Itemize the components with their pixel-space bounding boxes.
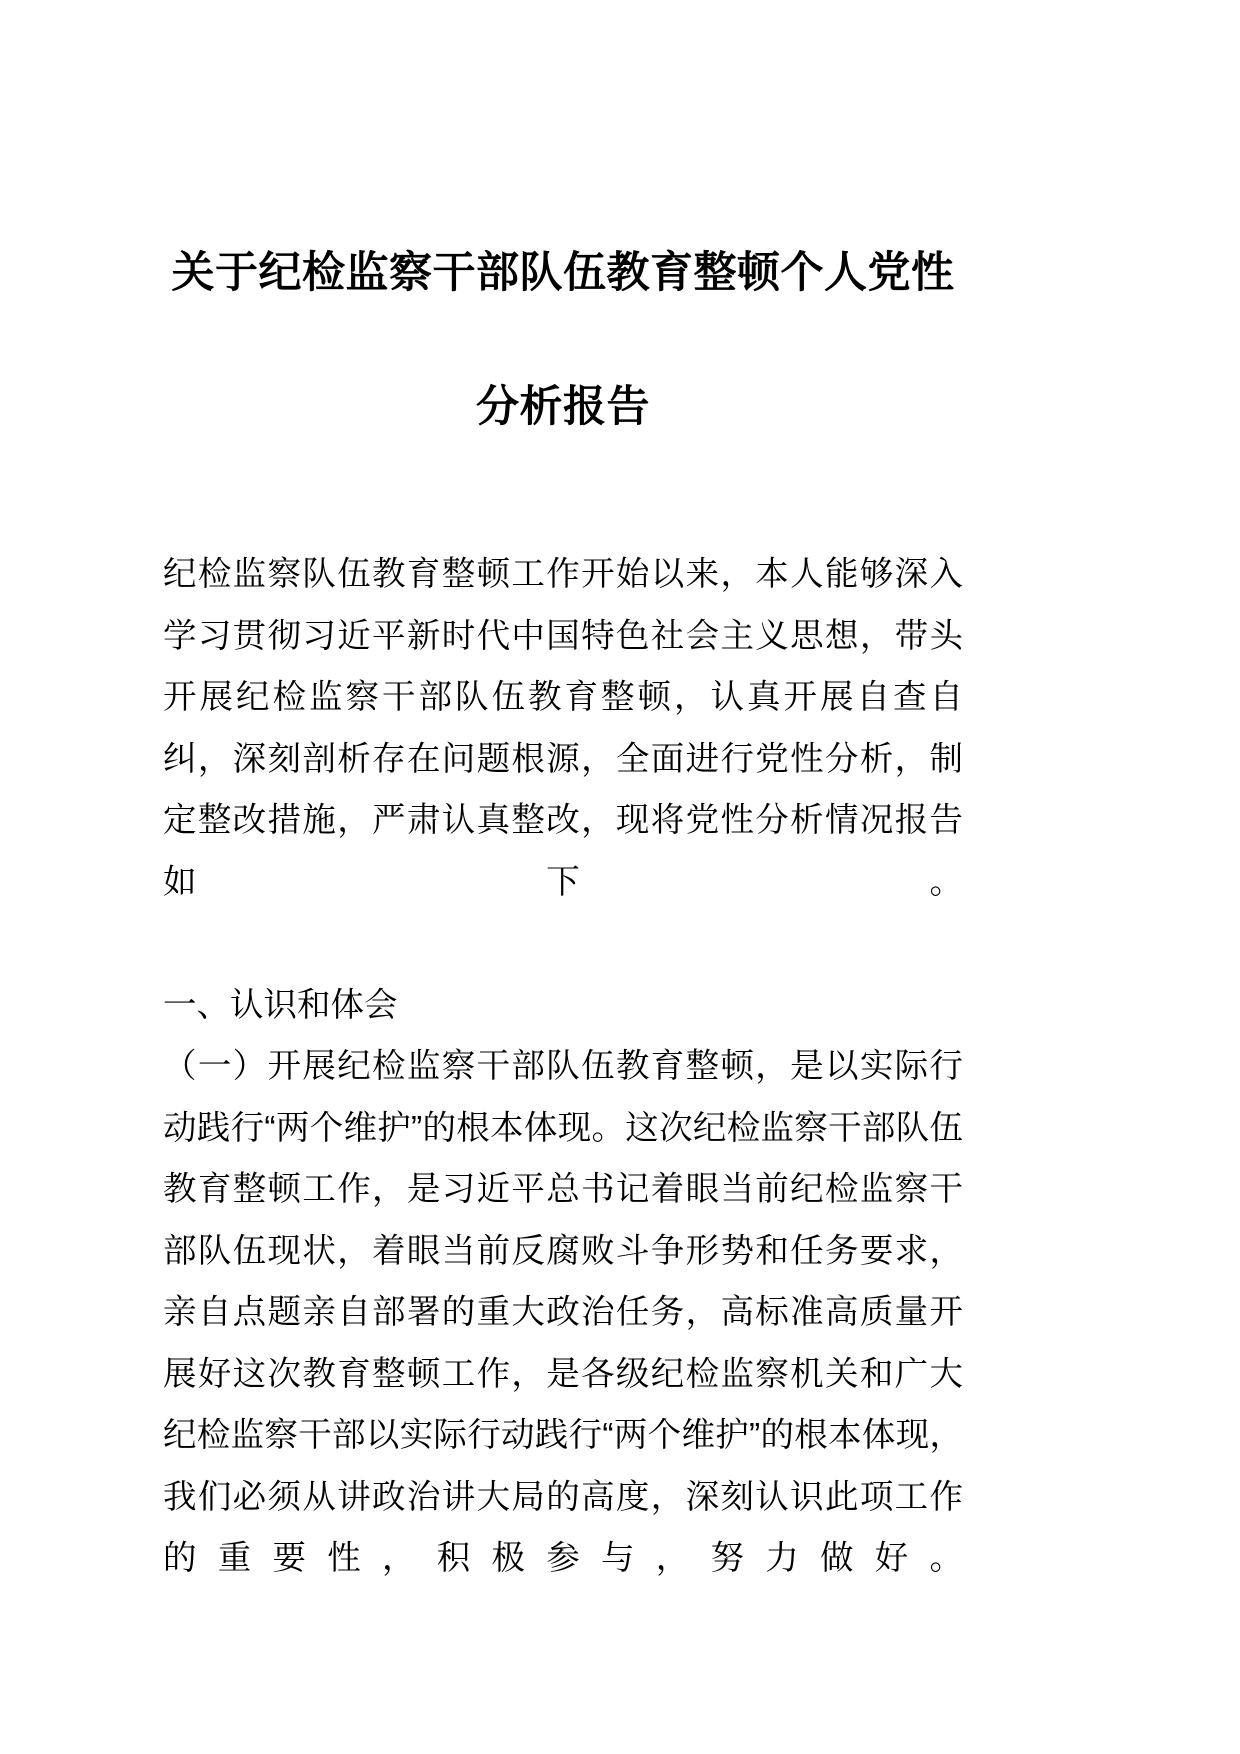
paragraph-section-1-1: （一）开展纪检监察干部队伍教育整顿，是以实际行动践行“两个维护”的根本体现。这次纪检监察干部队伍教育整顿工作，是习近平总书记着眼当前纪检监察干部队伍现状，着眼当前反腐败斗争形势和任务要求，亲自点题亲自部署的重大政治任务，高标准高质量开展好这次教育整顿工作，是各级纪检监察机关和广大纪检监察干部以实际行动践行“两个维护”的根本体现，我们必须从讲政治讲大局的高度，深刻认识此项工作的重要性，积极参与，努力做好。 [163, 1048, 963, 1577]
paragraph-intro: 纪检监察队伍教育整顿工作开始以来，本人能够深入学习贯彻习近平新时代中国特色社会主义思想，带头开展纪检监察干部队伍教育整顿，认真开展自查自纠，深刻剖析存在问题根源，全面进行党性分析，制定整改措施，严肃认真整改，现将党性分析情况报告如下。 [163, 556, 963, 901]
document-body [163, 544, 963, 1651]
document-content [163, 0, 963, 1651]
page-title-line-1: 关于纪检监察干部队伍教育整顿个人党性 [171, 249, 955, 297]
page-title [163, 0, 963, 474]
page-title-line-2: 分析报告 [476, 383, 650, 431]
section-heading-1: 一、认识和体会 [163, 986, 398, 1024]
